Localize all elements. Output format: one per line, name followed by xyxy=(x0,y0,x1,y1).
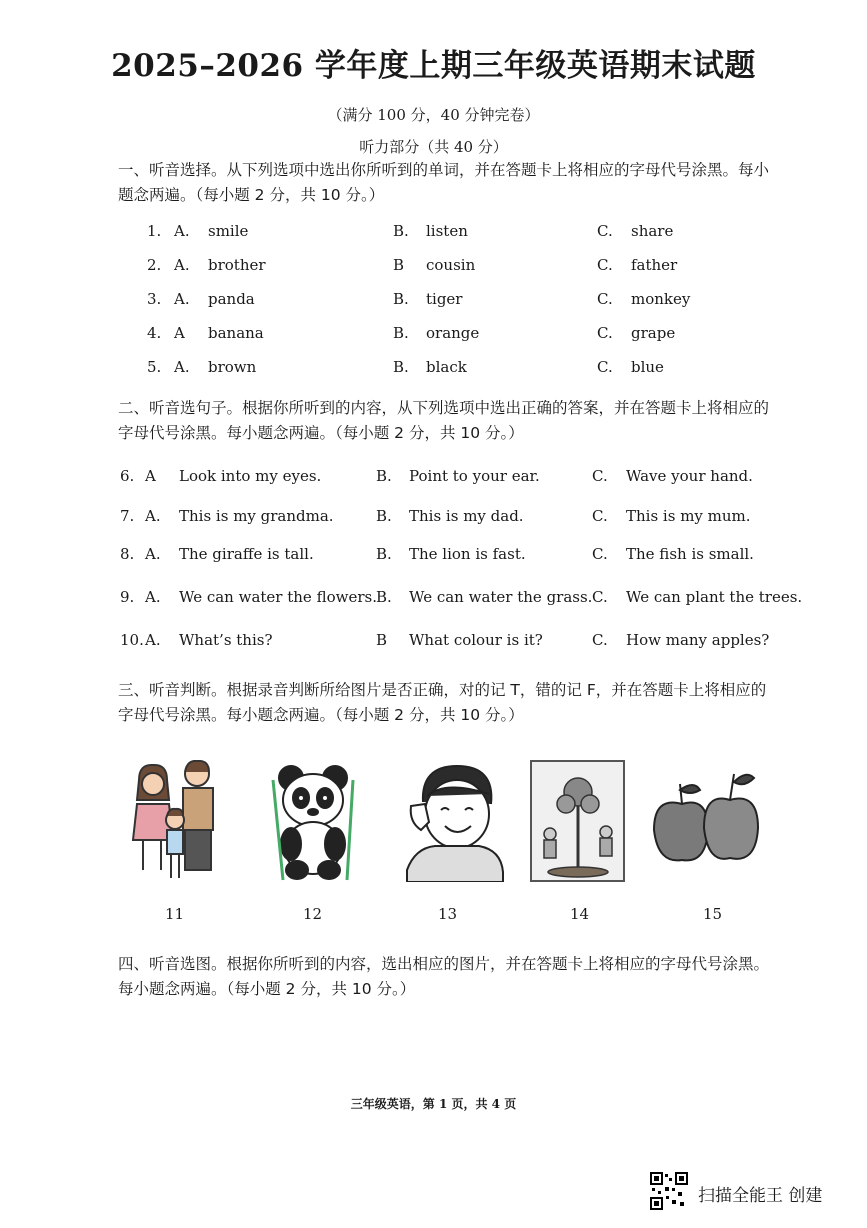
option-letter: C. xyxy=(597,290,613,308)
picture-number: 11 xyxy=(165,905,185,923)
listening-boy-icon xyxy=(405,760,505,882)
question-number: 4. xyxy=(147,324,162,342)
qr-code-icon xyxy=(650,1172,688,1210)
scanner-label: 扫描全能王 创建 xyxy=(698,1186,823,1206)
option-letter: B. xyxy=(393,290,409,308)
option-letter: C. xyxy=(597,256,613,274)
option-text: What’s this? xyxy=(179,631,273,649)
option-text: We can plant the trees. xyxy=(626,588,803,606)
section2-instruction: 二、听音选句子。根据你所听到的内容，从下列选项中选出正确的答案，并在答题卡上将相应的字母代号涂黑。每小题念两遍。（每小题 2 分，共 10 分。） xyxy=(118,399,770,442)
option-text: Point to your ear. xyxy=(409,467,540,485)
option-text: The giraffe is tall. xyxy=(179,545,314,563)
question-row xyxy=(0,467,867,493)
family-icon xyxy=(125,760,225,882)
question-row xyxy=(0,324,867,350)
option-letter: B. xyxy=(393,358,409,376)
option-letter: A. xyxy=(145,631,161,649)
option-text: This is my mum. xyxy=(626,507,751,525)
option-text: tiger xyxy=(426,290,463,308)
option-letter: B xyxy=(376,631,388,649)
picture-number: 13 xyxy=(438,905,458,923)
question-number: 2. xyxy=(147,256,162,274)
option-letter: B xyxy=(393,256,405,274)
option-text: cousin xyxy=(426,256,476,274)
question-number: 6. xyxy=(120,467,135,485)
apples-icon xyxy=(650,760,762,882)
question-row xyxy=(0,290,867,316)
page-title: 2025–2026 学年度上期三年级英语期末试题 xyxy=(111,48,756,84)
option-letter: C. xyxy=(592,507,608,525)
question-number: 3. xyxy=(147,290,162,308)
option-text: father xyxy=(631,256,678,274)
option-letter: B. xyxy=(376,588,392,606)
option-text: The fish is small. xyxy=(626,545,754,563)
question-row xyxy=(0,256,867,282)
option-text: orange xyxy=(426,324,480,342)
question-number: 8. xyxy=(120,545,135,563)
question-row xyxy=(0,358,867,384)
option-letter: A. xyxy=(145,588,161,606)
option-letter: A. xyxy=(174,222,190,240)
option-letter: A. xyxy=(145,507,161,525)
option-letter: C. xyxy=(592,545,608,563)
picture-number: 15 xyxy=(703,905,723,923)
question-number: 9. xyxy=(120,588,135,606)
option-letter: A xyxy=(145,467,156,485)
question-row xyxy=(0,507,867,533)
option-text: black xyxy=(426,358,467,376)
option-text: brother xyxy=(208,256,266,274)
planting-trees-icon xyxy=(530,760,625,882)
option-letter: C. xyxy=(597,358,613,376)
part-heading: 听力部分（共 40 分） xyxy=(359,138,508,156)
option-letter: B. xyxy=(376,467,392,485)
option-letter: C. xyxy=(592,467,608,485)
option-text: We can water the flowers. xyxy=(179,588,377,606)
section4-instruction: 四、听音选图。根据你所听到的内容，选出相应的图片，并在答题卡上将相应的字母代号涂黑。每小题念两遍。（每小题 2 分，共 10 分。） xyxy=(118,955,770,998)
question-row xyxy=(0,222,867,248)
question-row xyxy=(0,631,867,657)
option-text: This is my dad. xyxy=(409,507,524,525)
option-text: blue xyxy=(631,358,664,376)
option-text: The lion is fast. xyxy=(409,545,526,563)
option-letter: A. xyxy=(174,290,190,308)
option-text: Wave your hand. xyxy=(626,467,753,485)
option-letter: C. xyxy=(597,222,613,240)
option-text: panda xyxy=(208,290,255,308)
option-letter: A. xyxy=(174,256,190,274)
option-letter: C. xyxy=(597,324,613,342)
section3-instruction: 三、听音判断。根据录音判断所给图片是否正确，对的记 T，错的记 F，并在答题卡上将相应的字母代号涂黑。每小题念两遍。（每小题 2 分，共 10 分。） xyxy=(118,681,767,724)
question-number: 5. xyxy=(147,358,162,376)
question-number: 1. xyxy=(147,222,162,240)
option-text: brown xyxy=(208,358,257,376)
option-text: monkey xyxy=(631,290,691,308)
option-letter: A xyxy=(174,324,185,342)
option-letter: C. xyxy=(592,588,608,606)
option-letter: B. xyxy=(376,507,392,525)
question-row xyxy=(0,588,867,614)
option-text: smile xyxy=(208,222,249,240)
picture-number: 14 xyxy=(570,905,590,923)
option-letter: B. xyxy=(393,222,409,240)
option-text: grape xyxy=(631,324,676,342)
option-text: What colour is it? xyxy=(409,631,543,649)
score-note: （满分 100 分，40 分钟完卷） xyxy=(327,106,540,124)
option-letter: A. xyxy=(174,358,190,376)
option-text: Look into my eyes. xyxy=(179,467,322,485)
option-text: listen xyxy=(426,222,468,240)
option-letter: B. xyxy=(376,545,392,563)
option-text: banana xyxy=(208,324,264,342)
option-letter: C. xyxy=(592,631,608,649)
page-footer: 三年级英语，第 1 页，共 4 页 xyxy=(350,1097,517,1111)
question-row xyxy=(0,545,867,571)
scanner-watermark xyxy=(650,1172,860,1212)
option-text: How many apples? xyxy=(626,631,770,649)
option-text: We can water the grass. xyxy=(409,588,593,606)
option-text: This is my grandma. xyxy=(179,507,334,525)
option-letter: B. xyxy=(393,324,409,342)
question-number: 10. xyxy=(120,631,144,649)
picture-number: 12 xyxy=(303,905,323,923)
option-text: share xyxy=(631,222,674,240)
section1-instruction: 一、听音选择。从下列选项中选出你所听到的单词，并在答题卡上将相应的字母代号涂黑。每小题念两遍。（每小题 2 分，共 10 分。） xyxy=(118,161,770,204)
option-letter: A. xyxy=(145,545,161,563)
question-number: 7. xyxy=(120,507,135,525)
panda-icon xyxy=(263,760,363,882)
